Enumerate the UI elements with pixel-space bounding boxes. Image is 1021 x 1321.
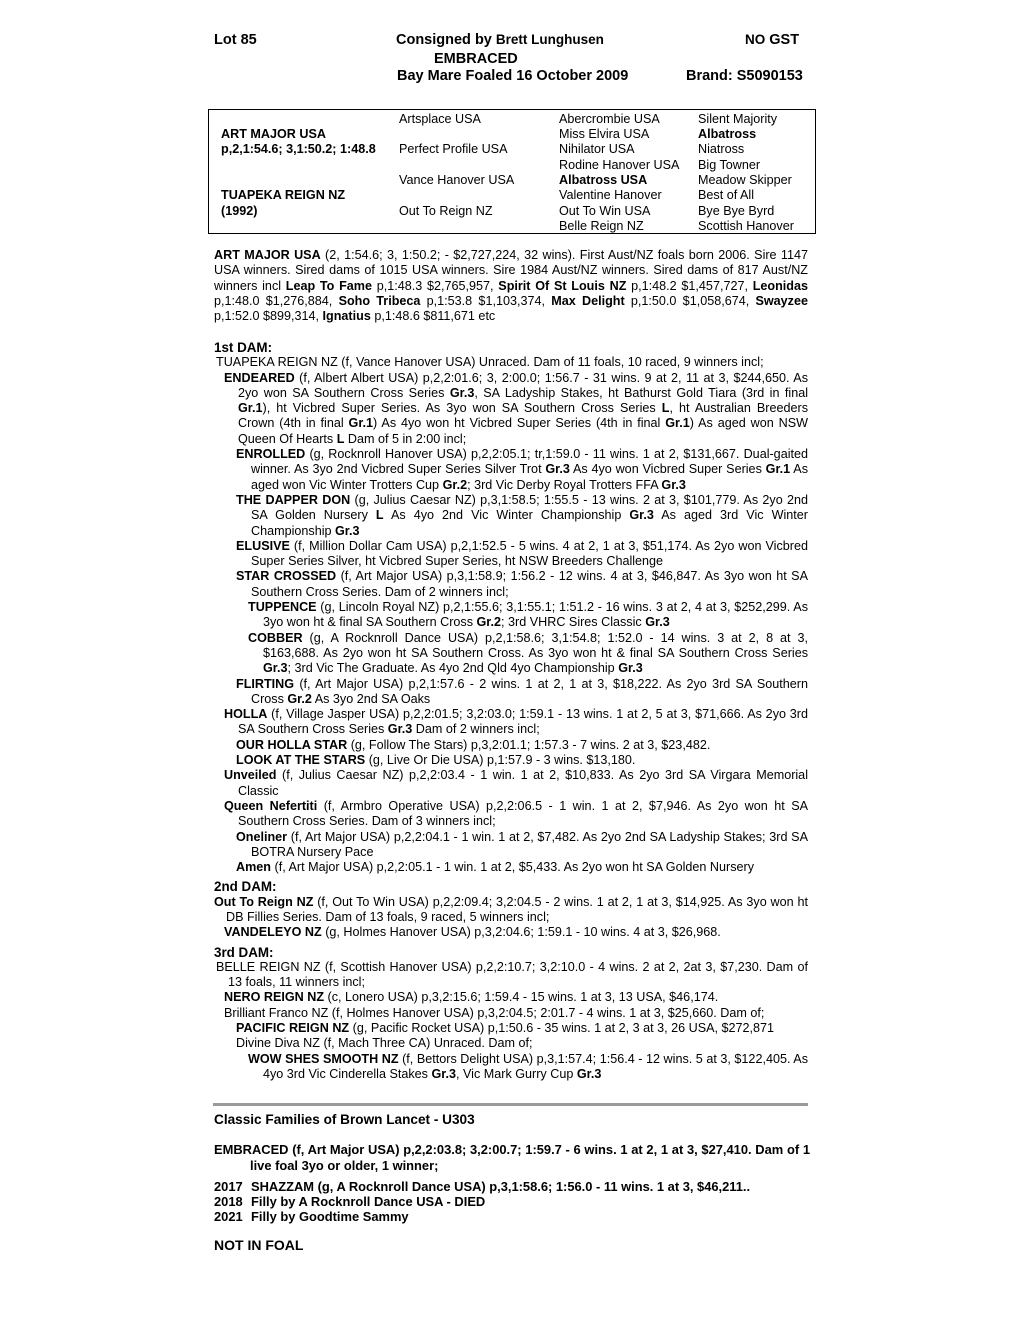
progeny-name: HOLLA	[224, 707, 268, 722]
progeny-name: Leap To Fame	[285, 278, 373, 293]
dam-name: Out To Reign NZ	[214, 894, 314, 909]
pedigree-dam: TUAPEKA REIGN NZ	[221, 188, 346, 202]
pedigree-gen4: Meadow Skipper	[698, 173, 792, 187]
lot-number: Lot 85	[214, 32, 257, 48]
progeny-entry	[214, 569, 808, 600]
progeny-name: Oneliner	[236, 829, 288, 844]
pedigree-gen4: Best of All	[698, 188, 755, 202]
progeny-entry	[214, 768, 808, 799]
grade: Gr.1	[665, 416, 690, 431]
foal-status: NOT IN FOAL	[214, 1237, 304, 1253]
progeny-name: ENROLLED	[236, 447, 306, 462]
text: (g, Live Or Die USA) p,1:57.9 - 3 wins. $13,180.	[365, 753, 636, 768]
text: (f, Art Major USA) p,2,2:05.1 - 1 win. 1 at 2, $5,433. As 2yo won ht SA Golden Nursery	[271, 860, 755, 875]
progeny-name: NERO REIGN NZ	[224, 990, 325, 1005]
progeny-name: Unveiled	[224, 768, 277, 783]
grade: Gr.3	[431, 1066, 456, 1081]
third-dam-heading: 3rd DAM:	[214, 944, 274, 960]
text: (f, Art Major USA) p,3,1:58.9; 1:56.2 - 12 wins. 4 at 3, $46,847. As 3yo won ht SA Southern Cross Series. Dam of 2 winners incl;	[251, 569, 808, 599]
text: p,1:52.0 $899,314,	[214, 309, 323, 324]
progeny-name: Amen	[236, 860, 271, 875]
gst-prefix: NO	[745, 32, 766, 47]
text: (f, Julius Caesar NZ) p,2,2:03.4 - 1 win. 1 at 2, $10,833. As 2yo 3rd SA Virgara Memorial Classic	[238, 768, 808, 798]
progeny-name: LOOK AT THE STARS	[236, 753, 366, 768]
progeny-entry	[214, 753, 808, 768]
text: p,1:48.2 $1,457,727,	[626, 278, 753, 293]
grade: Gr.3	[661, 477, 686, 492]
text: ; 3rd VHRC Sires Classic	[501, 615, 646, 630]
progeny-entry	[214, 677, 808, 708]
gst-label: GST	[769, 32, 800, 48]
progeny-name: Leonidas	[752, 278, 808, 293]
pedigree-gen4: Bye Bye Byrd	[698, 204, 775, 218]
text: ) As 4yo won ht Vicbred Super Series (4th in final	[373, 416, 666, 431]
family-title: Classic Families of Brown Lancet - U303	[214, 1112, 475, 1127]
progeny-name: PACIFIC REIGN NZ	[236, 1021, 350, 1036]
text: ; 3rd Vic Derby Royal Trotters FFA	[467, 477, 662, 492]
first-dam-heading: 1st DAM:	[214, 340, 273, 355]
progeny-name: Queen Nefertiti	[224, 798, 318, 813]
text: (f, Armbro Operative USA) p,2,2:06.5 - 1 win. 1 at 2, $7,946. As 2yo won ht SA Southern Cross Series. Dam of 3 winners incl;	[238, 798, 808, 829]
progeny-entry	[214, 539, 808, 570]
pedigree-gen4: Silent Majority	[698, 112, 778, 126]
progeny-entry	[214, 1021, 808, 1036]
grade: Gr.3	[629, 508, 654, 523]
progeny-name: FLIRTING	[236, 676, 295, 691]
pedigree-dam-year: (1992)	[221, 204, 258, 218]
progeny-name: STAR CROSSED	[236, 569, 337, 584]
grade: Gr.3	[335, 523, 360, 538]
pedigree-gen4: Niatross	[698, 142, 745, 156]
embraced-summary: EMBRACED (f, Art Major USA) p,2,2:03.8; 3,2:00.7; 1:59.7 - 6 wins. 1 at 2, 1 at 3, $27,410. Dam of 1 live foal 3yo or older, 1 winner;	[214, 1142, 810, 1173]
third-dam-intro: BELLE REIGN NZ (f, Scottish Hanover USA) p,2,2:10.7; 3,2:10.0 - 4 wins. 2 at 2, 2at 3, $7,230. Dam of 13 foals, 11 winners incl;	[216, 959, 808, 990]
progeny-entry	[214, 600, 808, 631]
grade: Gr.3	[618, 661, 643, 676]
text: (2, 1:54.6; 3, 1:50.2; - $2,727,224, 32 wins). First Aust/NZ foals born 2006. Sire 1147 USA winners. Sired dams of 1015 USA winners. Sire 1984 Aust/NZ winners. Sired dams of 817 Aust/NZ winners incl	[214, 248, 809, 293]
text: (g, A Rocknroll Dance USA) p,2,1:58.6; 3,1:54.8; 1:52.0 - 14 wins. 3 at 2, 8 at 3, $163,688. As 2yo won ht SA Southern Cross. As 3yo won ht & final SA Southern Cross Series	[263, 630, 808, 660]
pedigree-gen2: Artsplace USA	[399, 112, 481, 126]
grade: Gr.3	[263, 661, 288, 676]
pedigree-sire: ART MAJOR USA	[221, 127, 326, 141]
progeny-entry	[214, 447, 808, 493]
text: , SA Ladyship Stakes, ht Bathurst Gold Tiara (3rd in final	[474, 385, 809, 400]
grade: Gr.2	[287, 691, 312, 706]
grade: Gr.3	[387, 722, 413, 737]
progeny-entry: Divine Diva NZ (f, Mach Three CA) Unraced. Dam of;	[236, 1036, 533, 1051]
progeny-entry	[214, 799, 808, 830]
pedigree-gen3: Albatross USA	[559, 173, 648, 187]
text: (f, Bettors Delight USA) p,3,1:57.4; 1:56.4 - 12 wins. 5 at 3, $122,405. As 4yo 3rd Vic Cinderella Stakes	[263, 1051, 808, 1081]
progeny-entry	[214, 738, 808, 753]
progeny-year: 2017	[214, 1179, 243, 1194]
text: ), ht Vicbred Super Series. As 3yo won SA Southern Cross Series	[262, 401, 662, 416]
progeny-text: Filly by A Rocknroll Dance USA - DIED	[251, 1194, 486, 1209]
text: p,1:48.6 $811,671 etc	[370, 309, 496, 324]
consigned-label: Consigned by	[396, 32, 492, 48]
text: (f, Art Major USA) p,2,2:04.1 - 1 win. 1 at 2, $7,482. As 2yo 2nd SA Ladyship Stakes; 3rd SA BOTRA Nursery Pace	[251, 829, 808, 859]
text: (g, Pacific Rocket USA) p,1:50.6 - 35 wins. 1 at 2, 3 at 3, 26 USA, $272,871	[349, 1021, 775, 1036]
progeny-name: ELUSIVE	[236, 538, 290, 553]
progeny-row	[214, 1179, 810, 1195]
text: As 4yo 2nd Vic Winter Championship	[383, 508, 630, 523]
section-divider	[213, 1103, 808, 1106]
grade: Gr.1	[348, 416, 374, 431]
consigned-line	[396, 32, 604, 48]
pedigree-gen2: Perfect Profile USA	[399, 142, 508, 156]
text: p,1:48.3 $2,765,957,	[372, 278, 499, 293]
pedigree-gen2: Out To Reign NZ	[399, 204, 493, 218]
progeny-entry	[214, 493, 808, 539]
progeny-entry	[214, 631, 808, 677]
text: (f, Albert Albert USA) p,2,2:01.6; 3, 2:00.0; 1:56.7 - 31 wins. 9 at 2, 11 at 3, $244,650. As 2yo won SA Southern Cross Series	[238, 370, 808, 400]
pedigree-gen3: Out To Win USA	[559, 204, 651, 218]
text: ) As aged won NSW Queen Of Hearts	[238, 416, 808, 446]
progeny-name: TUPPENCE	[248, 600, 317, 615]
text: As 3yo 2nd SA Oaks	[311, 691, 431, 706]
text: As aged won Vic Winter Trotters Cup	[251, 462, 808, 492]
grade: Gr.3	[645, 615, 670, 630]
text: (f, Art Major USA) p,2,1:57.6 - 2 wins. 1 at 2, 1 at 3, $18,222. As 2yo 3rd SA Southern Cross	[251, 676, 808, 706]
text: (g, Follow The Stars) p,3,2:01.1; 1:57.3 - 7 wins. 2 at 3, $23,482.	[347, 737, 711, 752]
text: p,1:48.0 $1,276,884,	[214, 293, 339, 308]
text: As aged 3rd Vic Winter Championship	[251, 508, 808, 538]
pedigree-gen3: Miss Elvira USA	[559, 127, 650, 141]
text: , Vic Mark Gurry Cup	[456, 1066, 577, 1081]
first-dam-intro: TUAPEKA REIGN NZ (f, Vance Hanover USA) Unraced. Dam of 11 foals, 10 raced, 9 winners incl;	[216, 355, 764, 370]
progeny-name: Spirit Of St Louis NZ	[498, 278, 627, 293]
brand: Brand: S5090153	[686, 68, 803, 84]
text: (g, Julius Caesar NZ) p,3,1:58.5; 1:55.5 - 13 wins. 2 at 3, $101,779. As 2yo 2nd SA Golden Nursery	[251, 492, 809, 523]
horse-description: Bay Mare Foaled 16 October 2009	[397, 68, 629, 84]
text: ; 3rd Vic The Graduate. As 4yo 2nd Qld 4yo Championship	[287, 661, 619, 676]
pedigree-gen3: Nihilator USA	[559, 142, 635, 156]
text: (g, Lincoln Royal NZ) p,2,1:55.6; 3,1:55.1; 1:51.2 - 16 wins. 3 at 2, 4 at 3, $252,299. As 3yo won ht & final SA Southern Cross	[263, 600, 808, 630]
pedigree-gen3: Belle Reign NZ	[559, 219, 644, 233]
progeny-name: VANDELEYO NZ	[224, 925, 322, 940]
progeny-name: Swayzee	[755, 293, 808, 308]
second-dam-heading: 2nd DAM:	[214, 879, 277, 895]
text: (g, Holmes Hanover USA) p,3,2:04.6; 1:59.1 - 10 wins. 4 at 3, $26,968.	[321, 925, 721, 940]
grade: L	[336, 431, 345, 446]
text: , ht Australian Breeders Crown (4th in final	[238, 401, 808, 431]
progeny-year: 2018	[214, 1194, 243, 1209]
pedigree-sire-record: p,2,1:54.6; 3,1:50.2; 1:48.8	[221, 142, 376, 156]
text: (f, Village Jasper USA) p,2,2:01.5; 3,2:03.0; 1:59.1 - 13 wins. 1 at 2, 5 at 3, $71,666. As 2yo 3rd SA Southern Cross Series	[238, 707, 808, 737]
progeny-row	[214, 1209, 810, 1225]
text: (c, Lonero USA) p,3,2:15.6; 1:59.4 - 15 wins. 1 at 3, 13 USA, $46,174.	[324, 990, 719, 1005]
progeny-name: WOW SHES SMOOTH NZ	[248, 1051, 399, 1066]
grade: Gr.1	[238, 401, 263, 416]
progeny-entry	[214, 707, 808, 738]
progeny-entry: Brilliant Franco NZ (f, Holmes Hanover USA) p,3,2:04.5; 2:01.7 - 4 wins. 1 at 3, $25,660. Dam of;	[224, 1005, 765, 1020]
sire-paragraph	[214, 248, 808, 324]
pedigree-gen2: Vance Hanover USA	[399, 173, 515, 187]
pedigree-gen4: Big Towner	[698, 158, 761, 172]
text: Dam of 2 winners incl;	[412, 722, 540, 737]
grade: L	[375, 508, 384, 523]
progeny-text: SHAZZAM (g, A Rocknroll Dance USA) p,3,1:58.6; 1:56.0 - 11 wins. 1 at 3, $46,211..	[251, 1179, 751, 1194]
grade: Gr.2	[476, 615, 502, 630]
progeny-entry	[214, 371, 808, 447]
progeny-entry	[214, 1052, 808, 1083]
grade: Gr.3	[449, 385, 475, 400]
progeny-name: OUR HOLLA STAR	[236, 737, 348, 752]
progeny-row	[214, 1194, 810, 1210]
text: p,1:50.0 $1,058,674,	[624, 293, 756, 308]
progeny-name: Ignatius	[322, 309, 371, 324]
progeny-year: 2021	[214, 1209, 243, 1224]
horse-name: EMBRACED	[434, 51, 518, 67]
pedigree-gen4: Albatross	[698, 127, 757, 141]
text: p,1:53.8 $1,103,374,	[420, 293, 552, 308]
grade: Gr.3	[545, 462, 570, 477]
pedigree-gen3: Abercrombie USA	[559, 112, 660, 126]
text: (g, Rocknroll Hanover USA) p,2,2:05.1; tr,1:59.0 - 11 wins. 1 at 2, $131,667. Dual-gaited winner. As 3yo 2nd Vicbred Super Series Silver Trot	[251, 447, 808, 477]
text: (f, Out To Win USA) p,2,2:09.4; 3,2:04.5 - 2 wins. 1 at 2, 1 at 3, $14,925. As 3yo won ht DB Fillies Series. Dam of 13 foals, 9 raced, 5 winners incl;	[226, 894, 808, 924]
sire-name: ART MAJOR USA	[214, 248, 321, 262]
text: As 4yo won Vicbred Super Series	[569, 462, 766, 477]
grade: L	[661, 401, 670, 416]
grade: Gr.1	[765, 462, 791, 477]
progeny-entry	[214, 925, 808, 940]
gst-status	[745, 32, 799, 48]
progeny-entry	[214, 830, 808, 861]
progeny-entry	[214, 860, 808, 875]
grade: Gr.3	[576, 1066, 602, 1081]
progeny-name: COBBER	[248, 630, 303, 645]
second-dam-intro	[214, 895, 808, 926]
progeny-name: ENDEARED	[224, 370, 295, 385]
progeny-name: Soho Tribeca	[338, 293, 421, 308]
dam-pedigree-body	[214, 336, 808, 1082]
pedigree-gen3: Rodine Hanover USA	[559, 158, 680, 172]
pedigree-gen3: Valentine Hanover	[559, 188, 662, 202]
grade: Gr.2	[442, 477, 468, 492]
progeny-name: Max Delight	[551, 293, 625, 308]
progeny-text: Filly by Goodtime Sammy	[251, 1209, 409, 1224]
consignor-name: Brett Lunghusen	[495, 32, 604, 47]
progeny-entry	[214, 990, 808, 1005]
text: Dam of 5 in 2:00 incl;	[344, 431, 467, 446]
progeny-name: THE DAPPER DON	[236, 492, 351, 507]
pedigree-gen4: Scottish Hanover	[698, 219, 794, 233]
text: (f, Million Dollar Cam USA) p,2,1:52.5 - 5 wins. 4 at 2, 1 at 3, $51,174. As 2yo won Vicbred Super Series Silver, ht Vicbred Super Series, ht NSW Breeders Challenge	[251, 538, 808, 569]
